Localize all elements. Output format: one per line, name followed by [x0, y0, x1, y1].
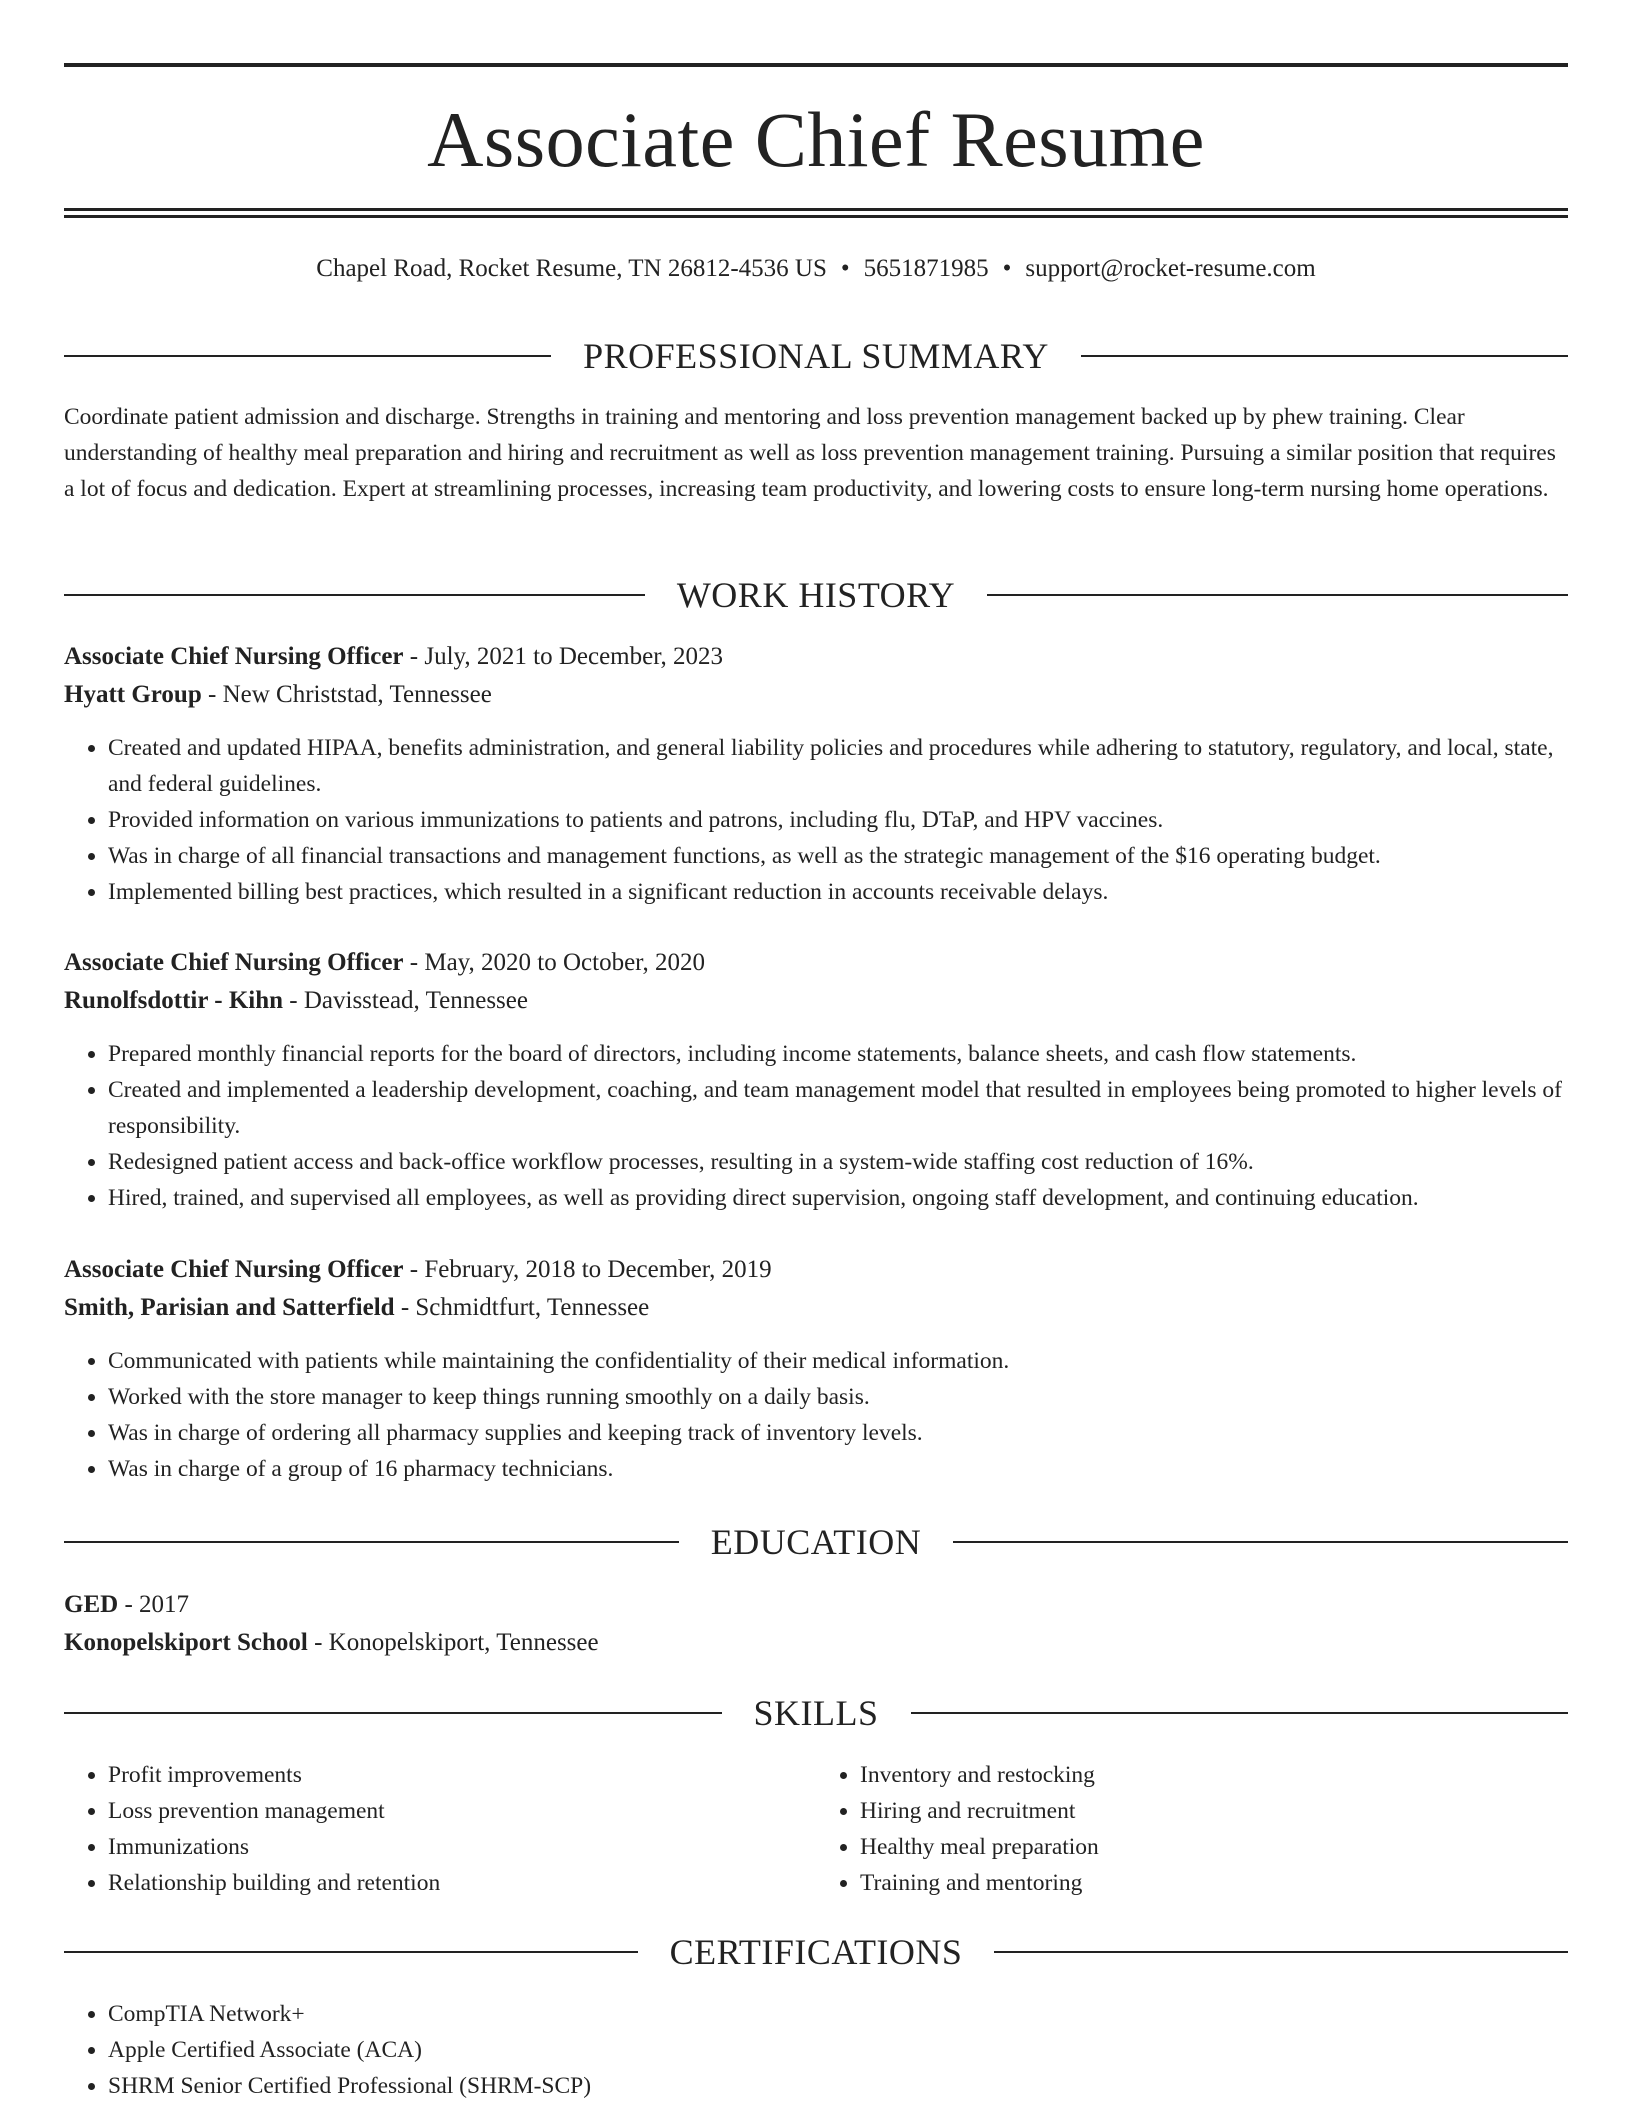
certification-item: • SHRM Senior Certified Professional (SHRM-SCP): [108, 2068, 1568, 2104]
summary-block: [64, 399, 1568, 507]
separator-dot: •: [840, 255, 850, 282]
job-dates: - May, 2020 to October, 2020: [403, 949, 706, 976]
company-name: Hyatt Group: [64, 681, 202, 708]
section-heading-work: [64, 573, 1568, 617]
section-title: EDUCATION: [710, 1522, 922, 1562]
skill-item: • Hiring and recruitment: [860, 1793, 1568, 1829]
certifications-block: [64, 1996, 1568, 2104]
skill-item: • Loss prevention management: [108, 1793, 816, 1829]
address: Chapel Road, Rocket Resume, TN 26812-4536 US: [316, 255, 827, 282]
section-heading-skills: [64, 1691, 1568, 1735]
summary-text: Coordinate patient admission and discharge. Strengths in training and mentoring and loss prevention management backed up by phew training. Clear understanding of healthy meal preparation and hiring and recruitment as well as loss prevention management training. Pursuing a similar position that requires a lot of focus and dedication. Expert at streamlining processes, increasing team productivity, and lowering costs to ensure long-term nursing home operations.: [64, 404, 1556, 502]
section-title: WORK HISTORY: [676, 575, 956, 615]
list-item: • Communicated with patients while maintaining the confidentiality of their medical information.: [108, 1343, 1568, 1379]
skills-list-right: [816, 1757, 1568, 1901]
certification-item: • Apple Certified Associate (ACA): [108, 2032, 1568, 2068]
section-title: PROFESSIONAL SUMMARY: [583, 336, 1049, 376]
list-item: • Was in charge of ordering all pharmacy supplies and keeping track of inventory levels.: [108, 1415, 1568, 1451]
company-location: - Schmidtfurt, Tennessee: [394, 1294, 650, 1321]
list-item: • Hired, trained, and supervised all employees, as well as providing direct supervision, ongoing staff development, and continuing education.: [108, 1180, 1568, 1216]
job-bullets: [64, 730, 1568, 910]
certification-item: • CompTIA Network+: [108, 1996, 1568, 2032]
job-entry: [64, 638, 1568, 910]
list-item: • Prepared monthly financial reports for the board of directors, including income statements, balance sheets, and cash flow statements.: [108, 1036, 1568, 1072]
email-link[interactable]: support@rocket-resume.com: [1025, 255, 1316, 282]
school-line: [64, 1624, 1568, 1662]
job-dates: - February, 2018 to December, 2019: [403, 1256, 772, 1283]
job-title-line: [64, 638, 1568, 676]
list-item: • Implemented billing best practices, which resulted in a significant reduction in accounts receivable delays.: [108, 874, 1568, 910]
job-title-line: [64, 944, 1568, 982]
skill-item: • Relationship building and retention: [108, 1865, 816, 1901]
skills-list-left: [64, 1757, 816, 1901]
job-title-line: [64, 1251, 1568, 1289]
degree-line: [64, 1586, 1568, 1624]
section-title: SKILLS: [753, 1693, 879, 1733]
skills-columns: [64, 1757, 1568, 1901]
list-item: • Worked with the store manager to keep things running smoothly on a daily basis.: [108, 1379, 1568, 1415]
list-item: • Was in charge of a group of 16 pharmacy technicians.: [108, 1451, 1568, 1487]
job-company-line: [64, 982, 1568, 1020]
certifications-list: [64, 1996, 1568, 2104]
list-item: • Created and implemented a leadership development, coaching, and team management model that resulted in employees being promoted to higher levels of responsibility.: [108, 1072, 1568, 1144]
list-item: • Was in charge of all financial transactions and management functions, as well as the strategic management of the $16 operating budget.: [108, 838, 1568, 874]
job-title: Associate Chief Nursing Officer: [64, 949, 404, 976]
job-title: Associate Chief Nursing Officer: [64, 643, 404, 670]
job-bullets: [64, 1343, 1568, 1487]
section-heading-summary: [64, 334, 1568, 378]
list-item: • Created and updated HIPAA, benefits administration, and general liability policies and procedures while adhering to statutory, regulatory, and local, state, and federal guidelines.: [108, 730, 1568, 802]
skill-item: • Immunizations: [108, 1829, 816, 1865]
skill-item: • Training and mentoring: [860, 1865, 1568, 1901]
job-company-line: [64, 676, 1568, 714]
company-name: Smith, Parisian and Satterfield: [64, 1294, 395, 1321]
section-title: CERTIFICATIONS: [669, 1932, 963, 1972]
double-rule: [64, 208, 1568, 218]
company-location: - New Christstad, Tennessee: [201, 681, 492, 708]
school-name: Konopelskiport School: [64, 1629, 308, 1656]
skill-item: • Profit improvements: [108, 1757, 816, 1793]
company-name: Runolfsdottir - Kihn: [64, 987, 284, 1014]
list-item: • Redesigned patient access and back-office workflow processes, resulting in a system-wide staffing cost reduction of 16%.: [108, 1144, 1568, 1180]
section-heading-education: [64, 1520, 1568, 1564]
graduation-year: - 2017: [118, 1591, 190, 1618]
job-entry: [64, 1251, 1568, 1487]
company-location: - Davisstead, Tennessee: [283, 987, 528, 1014]
education-entry: [64, 1586, 1568, 1662]
top-rule: [64, 63, 1568, 67]
resume-title: Associate Chief Resume: [427, 96, 1205, 183]
skills-block: [64, 1757, 1568, 1901]
skill-item: • Inventory and restocking: [860, 1757, 1568, 1793]
contact-line: [64, 252, 1568, 286]
job-bullets: [64, 1036, 1568, 1216]
separator-dot: •: [1002, 255, 1012, 282]
skill-item: • Healthy meal preparation: [860, 1829, 1568, 1865]
job-entry: [64, 944, 1568, 1216]
job-dates: - July, 2021 to December, 2023: [403, 643, 724, 670]
phone: 5651871985: [863, 255, 989, 282]
list-item: • Provided information on various immunizations to patients and patrons, including flu, DTaP, and HPV vaccines.: [108, 802, 1568, 838]
school-location: - Konopelskiport, Tennessee: [307, 1629, 599, 1656]
degree: GED: [64, 1591, 119, 1618]
job-company-line: [64, 1289, 1568, 1327]
job-title: Associate Chief Nursing Officer: [64, 1256, 404, 1283]
section-heading-certifications: [64, 1930, 1568, 1974]
